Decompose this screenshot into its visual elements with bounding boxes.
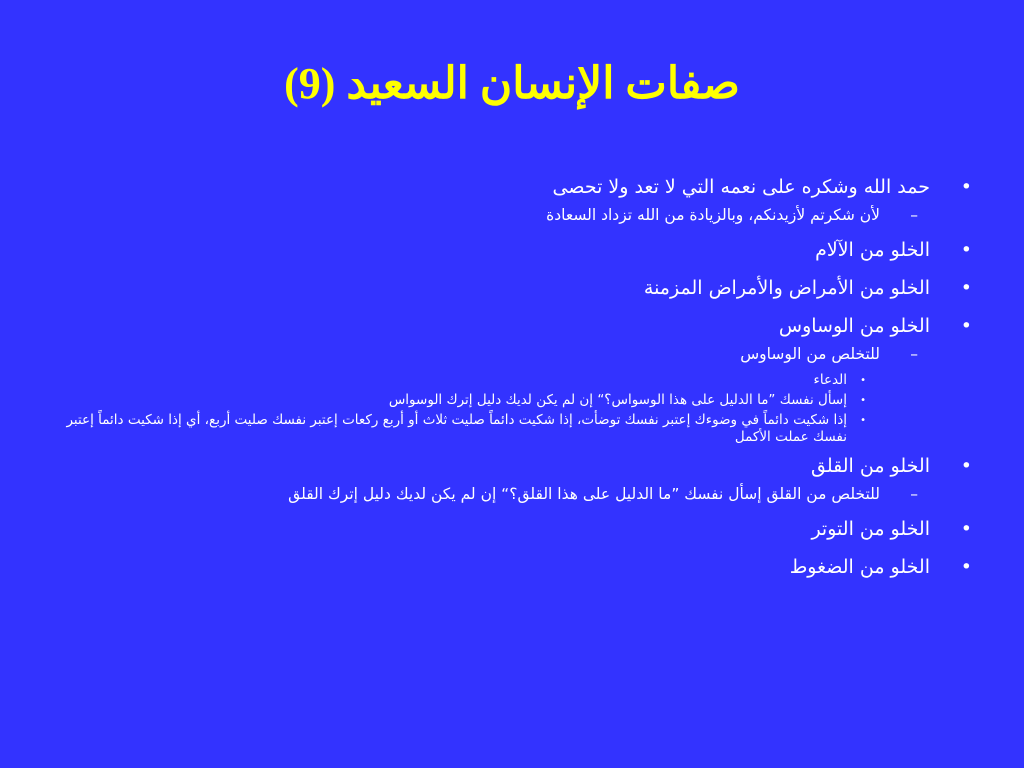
bullet-icon: • <box>960 277 972 299</box>
list-item-text: للتخلص من القلق إسأل نفسك ”ما الدليل على هذا القلق؟“ إن لم يكن لديك دليل إترك القلق <box>288 485 880 503</box>
list-item-text: الخلو من الآلام <box>815 239 930 261</box>
bullet-icon: • <box>960 315 972 337</box>
bullet-icon: • <box>960 239 972 261</box>
list-item <box>52 555 972 579</box>
list-item-text: لأن شكرتم لأزيدنكم، وبالزيادة من الله تزداد السعادة <box>546 206 880 224</box>
bullet-icon: • <box>960 556 972 578</box>
list-item <box>52 454 972 478</box>
bullet-icon: • <box>860 395 866 406</box>
list-item-text: الدعاء <box>813 372 847 388</box>
list-item-text: للتخلص من الوساوس <box>740 345 880 363</box>
list-item <box>52 314 972 338</box>
bullet-icon: • <box>960 455 972 477</box>
list-item <box>52 238 972 262</box>
slide-title: صفات الإنسان السعيد (9) <box>284 59 740 108</box>
list-item <box>52 276 972 300</box>
list-item-text: إسأل نفسك ”ما الدليل على هذا الوسواس؟“ إن لم يكن لديك دليل إترك الوسواس <box>388 392 847 408</box>
list-item <box>52 205 972 226</box>
dash-icon: – <box>910 345 918 363</box>
bullet-icon: • <box>960 176 972 198</box>
bullet-icon: • <box>860 415 866 426</box>
list-item <box>52 412 972 446</box>
list-item-text: إذا شكيت دائماً في وضوءك إعتبر نفسك توضأت، إذا شكيت دائماً صليت ثلاث أو أربع ركعات إعتبر نفسك صليت أربع، أي إذا شكيت دائماً إعتبر نفسك عملت الأكمل <box>66 412 847 445</box>
list-item <box>52 484 972 505</box>
list-item-text: الخلو من الوساوس <box>778 315 930 337</box>
dash-icon: – <box>910 206 918 224</box>
list-item-text: الخلو من التوتر <box>811 518 930 540</box>
list-item <box>52 392 972 409</box>
list-item <box>52 372 972 389</box>
bullet-icon: • <box>860 375 866 386</box>
list-item-text: حمد الله وشكره على نعمه التي لا تعد ولا تحصى <box>552 176 930 198</box>
list-item-text: الخلو من الأمراض والأمراض المزمنة <box>643 277 930 299</box>
list-item <box>52 175 972 199</box>
dash-icon: – <box>910 485 918 503</box>
bullet-list <box>52 175 972 593</box>
list-item-text: الخلو من الضغوط <box>789 556 930 578</box>
list-item <box>52 344 972 365</box>
list-item <box>52 517 972 541</box>
bullet-icon: • <box>960 518 972 540</box>
list-item-text: الخلو من القلق <box>811 455 930 477</box>
